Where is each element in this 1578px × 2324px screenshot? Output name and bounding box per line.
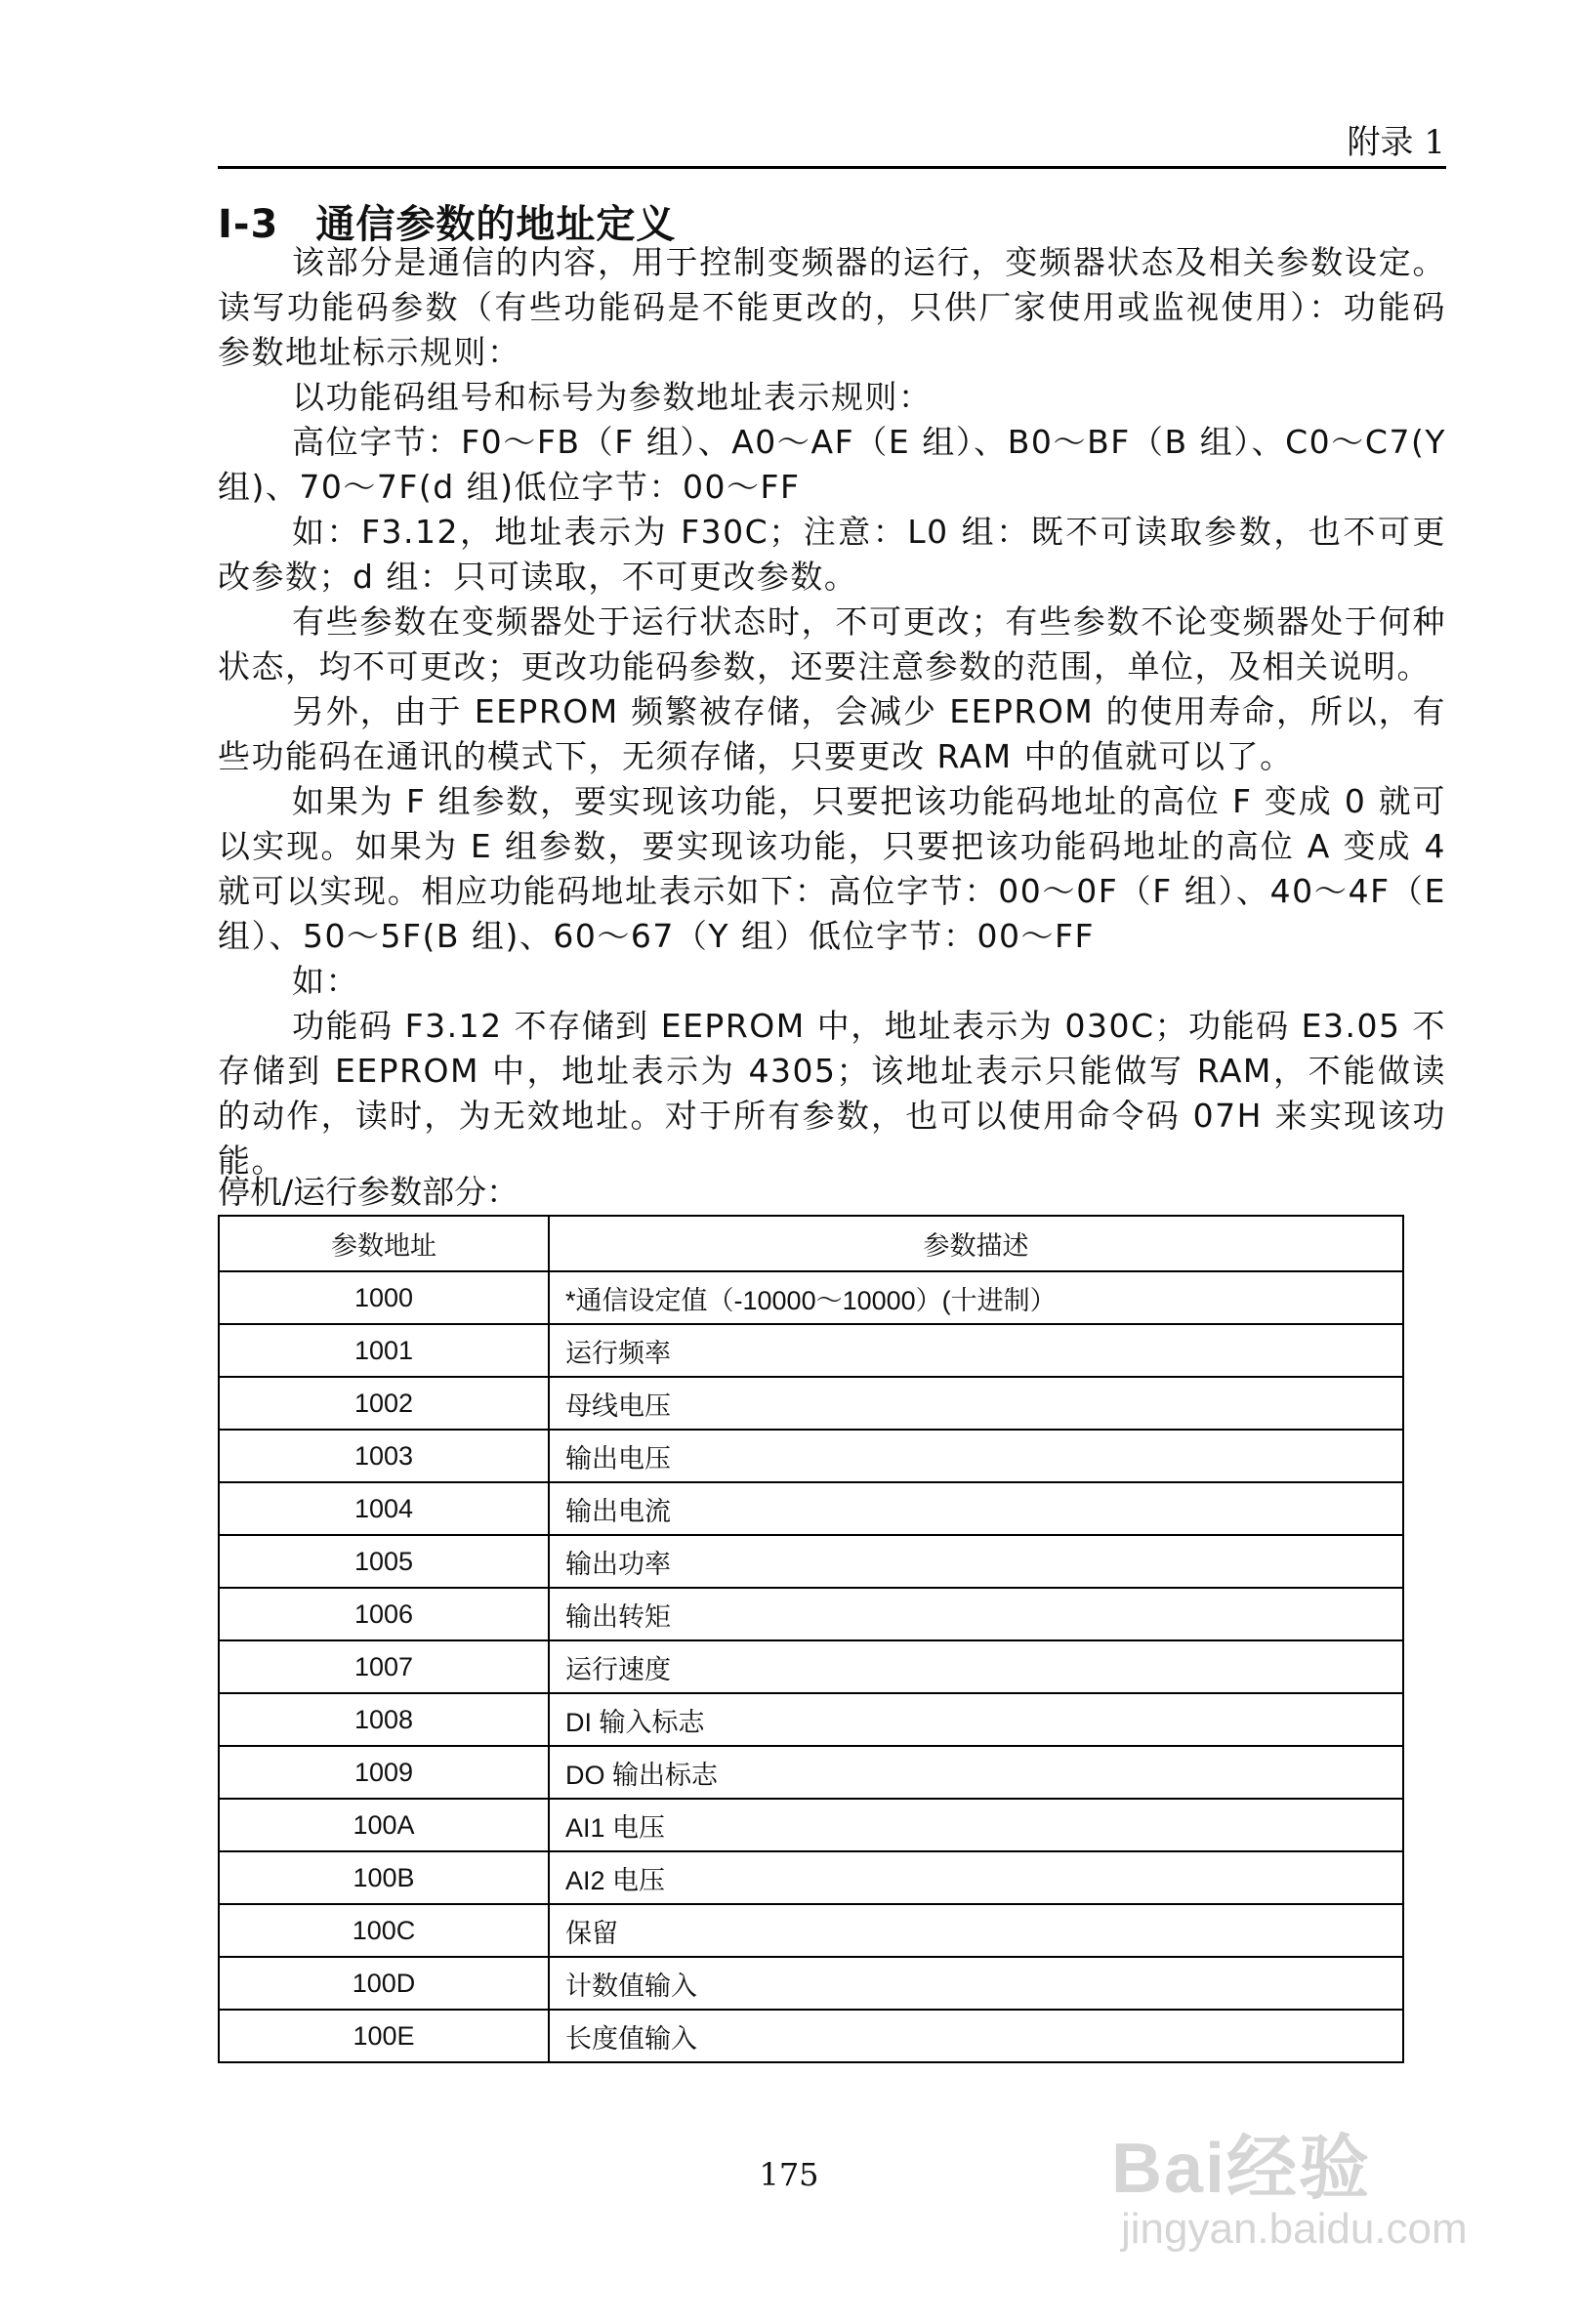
paragraph: 如： [292,962,359,1000]
table-row [219,1693,1403,1746]
description-cell: 输出转矩 [549,1588,1403,1640]
table-row [219,1377,1403,1430]
table-row [219,1799,1403,1851]
section-title-text: 通信参数的地址定义 [315,202,677,247]
column-header-address: 参数地址 [219,1216,549,1271]
paragraph: 另外，由于 EEPROM 频繁被存储，会减少 EEPROM 的使用寿命，所以，有些功能码在通讯的模式下，无须存储，只要更改 RAM 中的值就可以了。 [218,692,1446,775]
watermark [1101,2111,1468,2277]
description-cell: 母线电压 [549,1377,1403,1430]
description-cell: 保留 [549,1904,1403,1957]
paragraph: 以功能码组号和标号为参数地址表示规则： [292,378,933,416]
description-cell: 输出功率 [549,1535,1403,1588]
address-cell: 100A [219,1799,549,1851]
description-cell: 运行频率 [549,1324,1403,1377]
section-number: I-3 [218,202,279,247]
table-row [219,1851,1403,1904]
description-cell: DI 输入标志 [549,1693,1403,1746]
description-cell: 运行速度 [549,1640,1403,1693]
table-row [219,1746,1403,1799]
table-row [219,1482,1403,1535]
watermark-logo: Bai经验 [1111,2130,1372,2208]
description-cell: AI1 电压 [549,1799,1403,1851]
address-cell: 1004 [219,1482,549,1535]
table-row [219,1588,1403,1640]
page-number: 175 [759,2156,819,2193]
header-rule [218,166,1446,169]
table-caption: 停机/运行参数部分： [218,1173,519,1211]
description-cell: DO 输出标志 [549,1746,1403,1799]
address-cell: 1009 [219,1746,549,1799]
description-cell: 长度值输入 [549,2010,1403,2062]
table-row [219,1535,1403,1588]
address-cell: 1001 [219,1324,549,1377]
address-cell: 1003 [219,1430,549,1482]
address-cell: 100C [219,1904,549,1957]
table-row [219,1957,1403,2010]
address-cell: 1008 [219,1693,549,1746]
address-cell: 100E [219,2010,549,2062]
table-row [219,1271,1403,1324]
table-row [219,2010,1403,2062]
paragraph: 高位字节：F0～FB（F 组）、A0～AF（E 组）、B0～BF（B 组）、C0～C7(Y 组)、70～7F(d 组)低位字节：00～FF [218,423,1446,506]
address-cell: 1005 [219,1535,549,1588]
address-cell: 100D [219,1957,549,2010]
description-cell: 计数值输入 [549,1957,1403,2010]
table-row [219,1904,1403,1957]
address-cell: 1007 [219,1640,549,1693]
column-header-description: 参数描述 [549,1216,1403,1271]
address-cell: 1000 [219,1271,549,1324]
paragraph: 有些参数在变频器处于运行状态时，不可更改；有些参数不论变频器处于何种状态，均不可更改；更改功能码参数，还要注意参数的范围，单位，及相关说明。 [218,602,1446,685]
table-row [219,1640,1403,1693]
paragraph: 该部分是通信的内容，用于控制变频器的运行，变频器状态及相关参数设定。读写功能码参数（有些功能码是不能更改的，只供厂家使用或监视使用）：功能码参数地址标示规则： [218,243,1446,371]
running-header: 附录 1 [1347,123,1445,162]
paragraph: 如果为 F 组参数，要实现该功能，只要把该功能码地址的高位 F 变成 0 就可以实现。如果为 E 组参数，要实现该功能，只要把该功能码地址的高位 A 变成 4 就可以实现。相应功能码地址表示如下：高位字节：00～0F（F 组）、40～4F（E 组）、50～5F(B 组)、60～67（Y 组）低位字节：00～FF [218,782,1446,955]
body-text [218,240,1446,1183]
parameter-table [218,1215,1404,2063]
description-cell: *通信设定值（-10000～10000）(十进制） [549,1271,1403,1324]
watermark-url: jingyan.baidu.com [1121,2205,1468,2253]
table-row [219,1430,1403,1482]
description-cell: 输出电压 [549,1430,1403,1482]
address-cell: 1002 [219,1377,549,1430]
paragraph: 如：F3.12，地址表示为 F30C；注意：L0 组：既不可读取参数，也不可更改参数；d 组：只可读取，不可更改参数。 [218,513,1446,596]
description-cell: AI2 电压 [549,1851,1403,1904]
description-cell: 输出电流 [549,1482,1403,1535]
table-row [219,1324,1403,1377]
paragraph: 功能码 F3.12 不存储到 EEPROM 中，地址表示为 030C；功能码 E3.05 不存储到 EEPROM 中，地址表示为 4305；该地址表示只能做写 RAM，不能做读的动作，读时，为无效地址。对于所有参数，也可以使用命令码 07H 来实现该功能。 [218,1007,1446,1180]
table-header-row [219,1216,1403,1271]
address-cell: 100B [219,1851,549,1904]
address-cell: 1006 [219,1588,549,1640]
